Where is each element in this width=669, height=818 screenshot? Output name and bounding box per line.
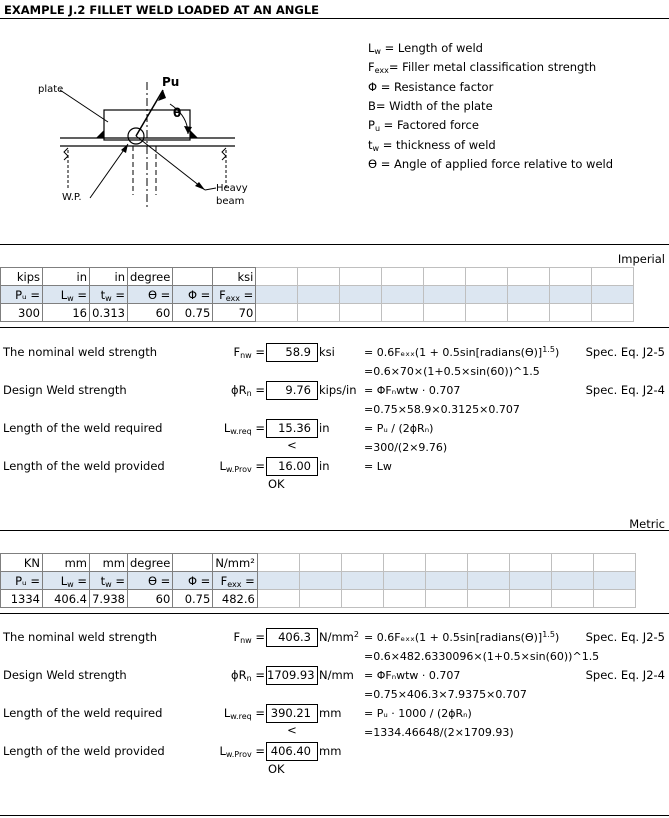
metric-calc-symbol: ϕRn = [231,668,265,683]
metric-cell: 7.938 [90,590,128,608]
metric-calc-formula: = Pᵤ · 1000 / (2ϕRₙ) [364,707,472,720]
imperial-calc-value: 16.00 [266,457,318,476]
metric-calc-label: Length of the weld provided [3,744,165,758]
imperial-calc-symbol: Fnw = [233,345,265,360]
page-title: EXAMPLE J.2 FILLET WELD LOADED AT AN ANGLE [4,3,320,17]
metric-cell: N/mm² [213,554,258,572]
metric-calc-value: 406.3 [266,628,318,647]
metric-cell [383,590,425,608]
legend-subscript: exx [374,66,389,76]
metric-cell [593,590,635,608]
imperial-cell [256,268,298,286]
legend-symbol: B [368,98,376,113]
metric-cell: 1334 [1,590,43,608]
imperial-cell [298,286,340,304]
metric-cell: Φ = [173,572,213,590]
metric-calc-value: 1709.93 [266,666,318,685]
imperial-cell: 70 [213,304,256,322]
imperial-symbol-row [1,286,634,304]
metric-spec-ref: Spec. Eq. J2-5 [585,630,665,644]
metric-cell [173,554,213,572]
metric-status: OK [268,762,285,776]
metric-cell [383,554,425,572]
metric-cell [551,590,593,608]
legend-item [368,41,483,55]
imperial-calc-label: The nominal weld strength [3,345,158,359]
imperial-cell: 16 [43,304,90,322]
metric-cell [593,572,635,590]
imperial-cell [298,304,340,322]
imperial-cell [256,304,298,322]
imperial-calc-unit: ksi [319,345,335,359]
metric-cell [341,572,383,590]
metric-cell: mm [90,554,128,572]
imperial-cell: 0.313 [90,304,128,322]
imperial-cell: in [43,268,90,286]
imperial-header: Imperial [617,252,665,266]
weld-left [96,130,104,138]
legend-subscript: w [372,143,380,153]
legend-symbol: P [368,118,375,133]
metric-calc-symbol: Lw.req = [223,706,265,721]
metric-cell [257,590,299,608]
metric-cell [467,554,509,572]
imperial-cell [466,286,508,304]
metric-cell [551,554,593,572]
imperial-cell: Φ = [173,286,213,304]
metric-calc-substitution: =0.6×482.6330096×(1+0.5×sin(60))^1.5 [364,650,600,663]
imperial-calc-substitution: =300/(2×9.76) [364,441,448,454]
metric-table-divider [0,613,669,614]
metric-calc-substitution: =1334.46648/(2×1709.93) [364,726,514,739]
metric-grid [0,553,636,608]
imperial-cell: ksi [213,268,256,286]
imperial-cell: tw = [90,286,128,304]
metric-cell: tw = [90,572,128,590]
wp-label: W.P. [62,192,82,203]
metric-cell [341,590,383,608]
imperial-calc-unit: in [319,421,330,435]
imperial-cell [592,304,634,322]
imperial-calc-formula: = ΦFₙwtw · 0.707 [364,384,461,397]
imperial-value-row [1,304,634,322]
imperial-cell [550,304,592,322]
metric-cell: 482.6 [213,590,258,608]
metric-cell: degree [128,554,173,572]
section-divider-metric [0,530,669,531]
imperial-cell [466,304,508,322]
metric-calc-unit: mm [319,706,342,720]
imperial-cell: ϴ = [128,286,173,304]
metric-cell: 406.4 [43,590,90,608]
imperial-cell: kips [1,268,43,286]
imperial-cell: in [90,268,128,286]
metric-cell: Lw = [43,572,90,590]
imperial-cell [424,268,466,286]
imperial-status: OK [268,477,285,491]
metric-cell: KN [1,554,43,572]
metric-cell [257,554,299,572]
metric-calc-symbol: Lw.Prov = [219,744,265,759]
imperial-cell [550,286,592,304]
metric-calc-value: 406.40 [266,742,318,761]
metric-cell [341,554,383,572]
legend-symbol: t [368,137,373,152]
imperial-cell: Lw = [43,286,90,304]
imperial-calc-label: Length of the weld required [3,421,163,435]
metric-cell [467,572,509,590]
metric-calc-symbol: Fnw = [233,630,265,645]
legend-text: = thickness of weld [379,137,496,152]
metric-calc-formula: = 0.6Fₑₓₓ(1 + 0.5sin[radians(ϴ)]$^{1.5}$) [364,630,560,644]
legend-item [368,60,596,74]
imperial-cell [466,268,508,286]
bottom-divider [0,815,669,816]
metric-cell [509,554,551,572]
metric-compare: < [287,723,297,737]
imperial-cell [508,304,550,322]
legend-symbol: F [368,60,375,75]
imperial-cell [508,268,550,286]
imperial-spec-ref: Spec. Eq. J2-5 [585,345,665,359]
section-divider-imperial [0,244,669,245]
metric-cell [467,590,509,608]
imperial-calc-unit: in [319,459,330,473]
metric-calc-unit: N/mm [319,668,354,682]
imperial-cell [382,268,424,286]
metric-cell: Fexx = [213,572,258,590]
metric-cell [299,572,341,590]
imperial-cell [508,286,550,304]
metric-unit-row [1,554,636,572]
imperial-cell [256,286,298,304]
imperial-cell [592,268,634,286]
imperial-cell [298,268,340,286]
metric-cell: 0.75 [173,590,213,608]
metric-calc-value: 390.21 [266,704,318,723]
imperial-calc-substitution: =0.75×58.9×0.3125×0.707 [364,403,520,416]
imperial-calc-label: Length of the weld provided [3,459,165,473]
imperial-grid [0,267,634,322]
weld-right [190,130,198,138]
legend-symbol: ϴ [368,156,378,171]
metric-cell [425,572,467,590]
metric-value-row [1,590,636,608]
imperial-cell [340,286,382,304]
imperial-cell [550,268,592,286]
metric-calc-label: Design Weld strength [3,668,127,682]
legend-item [368,118,479,132]
metric-cell [551,572,593,590]
legend-item [368,138,496,152]
legend-item [368,99,493,113]
imperial-table-divider [0,327,669,328]
legend-text: = Width of the plate [375,98,493,113]
metric-spec-ref: Spec. Eq. J2-4 [585,668,665,682]
plate-label: plate [38,84,64,95]
imperial-cell [592,286,634,304]
imperial-cell: Fexx = [213,286,256,304]
metric-cell [509,590,551,608]
legend-subscript: w [374,47,381,56]
metric-calc-substitution: =0.75×406.3×7.9375×0.707 [364,688,527,701]
imperial-calc-label: Design Weld strength [3,383,127,397]
beam-label-2: beam [216,196,245,207]
beam-label-1: Heavy [216,183,248,194]
legend-symbol: L [368,41,375,55]
metric-calc-formula: = ΦFₙwtw · 0.707 [364,669,461,682]
legend-item [368,80,493,94]
metric-cell: ϴ = [128,572,173,590]
imperial-cell: 0.75 [173,304,213,322]
imperial-cell [424,286,466,304]
imperial-calc-formula: = Lw [364,460,392,473]
imperial-cell: 300 [1,304,43,322]
metric-calc-label: Length of the weld required [3,706,163,720]
angle-label: θ [173,106,182,120]
metric-header: Metric [629,517,665,531]
imperial-cell [382,286,424,304]
metric-cell [257,572,299,590]
metric-cell [509,572,551,590]
legend-symbol: Φ [368,79,378,94]
imperial-cell: Pᵤ = [1,286,43,304]
metric-cell: mm [43,554,90,572]
imperial-calc-unit: kips/in [319,383,357,397]
imperial-calc-value: 58.9 [266,343,318,362]
imperial-calc-value: 9.76 [266,381,318,400]
imperial-cell: degree [128,268,173,286]
metric-cell [299,590,341,608]
imperial-calc-formula: = 0.6Fₑₓₓ(1 + 0.5sin[radians(ϴ)]$^{1.5}$) [364,345,560,359]
imperial-calc-symbol: ϕRn = [231,383,265,398]
imperial-calc-value: 15.36 [266,419,318,438]
metric-cell [299,554,341,572]
metric-cell [425,554,467,572]
metric-cell [593,554,635,572]
legend-subscript: u [374,124,381,134]
imperial-calc-substitution: =0.6×70×(1+0.5×sin(60))^1.5 [364,365,540,378]
metric-cell [383,572,425,590]
legend-text: = Angle of applied force relative to weld [377,156,614,171]
metric-calc-unit: mm [319,744,342,758]
metric-calc-label: The nominal weld strength [3,630,158,644]
title-divider [0,18,669,19]
imperial-cell [382,304,424,322]
legend-text: = Resistance factor [377,79,494,94]
metric-cell [425,590,467,608]
legend-text: = Filler metal classification strength [388,60,597,75]
metric-cell: Pᵤ = [1,572,43,590]
imperial-cell: 60 [128,304,173,322]
imperial-cell [173,268,213,286]
imperial-compare: < [287,438,297,452]
imperial-unit-row [1,268,634,286]
imperial-calc-symbol: Lw.Prov = [219,459,265,474]
metric-cell: 60 [128,590,173,608]
legend-text: = Length of weld [380,41,483,55]
metric-symbol-row [1,572,636,590]
imperial-calc-formula: = Pᵤ / (2ϕRₙ) [364,422,434,435]
imperial-cell [424,304,466,322]
force-label: Pu [162,75,180,89]
imperial-spec-ref: Spec. Eq. J2-4 [585,383,665,397]
legend-item [368,157,613,171]
metric-calc-unit: $N/mm^2$ [319,630,359,644]
imperial-cell [340,268,382,286]
imperial-calc-symbol: Lw.req = [223,421,265,436]
legend-text: = Factored force [380,118,479,133]
imperial-cell [340,304,382,322]
